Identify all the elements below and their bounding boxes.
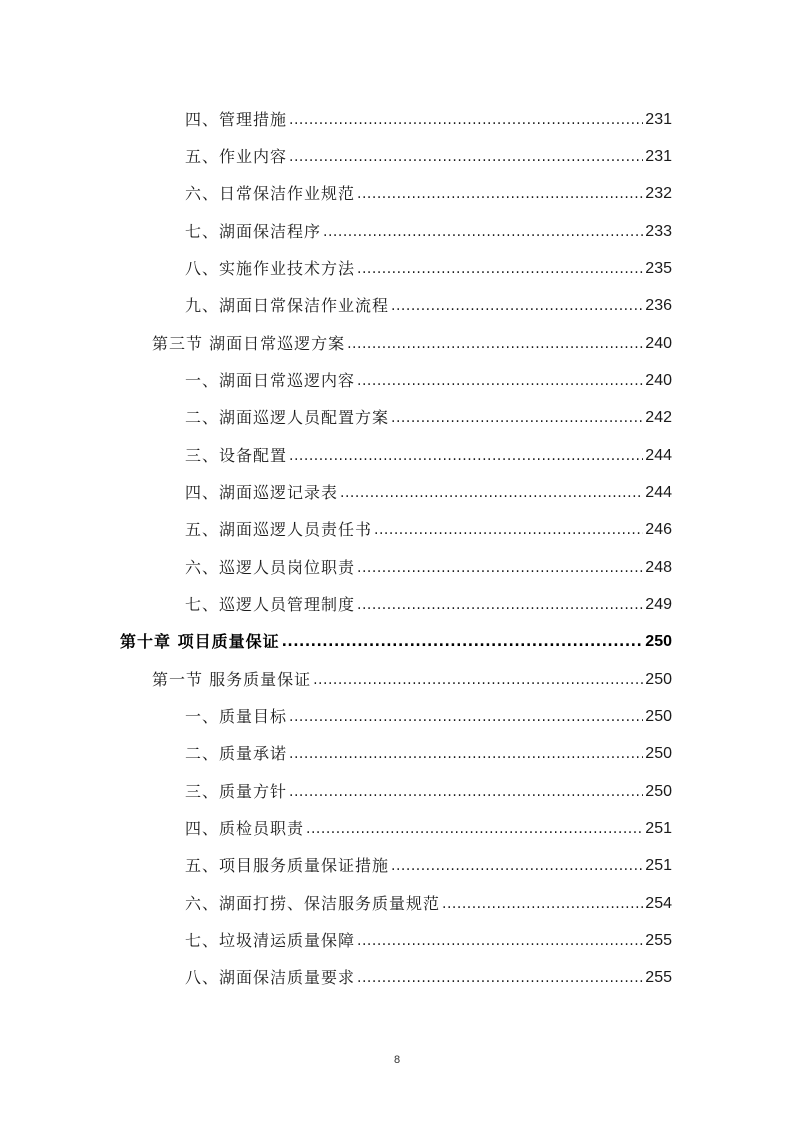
leader-dots xyxy=(289,145,643,169)
toc-entry[interactable] xyxy=(185,220,672,244)
toc-entry-page: 246 xyxy=(645,521,672,538)
toc-entry[interactable] xyxy=(185,406,672,430)
leader-dots xyxy=(289,705,643,729)
toc-entry-page: 235 xyxy=(645,260,672,277)
toc-entry[interactable] xyxy=(185,145,672,169)
toc-entry-page: 231 xyxy=(645,148,672,165)
toc-entry-title: 八、实施作业技术方法 xyxy=(185,259,356,278)
toc-entry-title: 四、管理措施 xyxy=(185,110,288,129)
toc-entry-page: 250 xyxy=(645,745,672,762)
leader-dots xyxy=(357,369,643,393)
toc-entry-page: 240 xyxy=(645,335,672,352)
toc-entry[interactable] xyxy=(185,257,672,281)
toc-entry-title: 七、巡逻人员管理制度 xyxy=(185,595,356,614)
toc-entry-page: 244 xyxy=(645,484,672,501)
toc-entry-title: 第一节 服务质量保证 xyxy=(152,670,312,689)
toc-entry-title: 六、日常保洁作业规范 xyxy=(185,184,356,203)
toc-entry-title: 八、湖面保洁质量要求 xyxy=(185,968,356,987)
leader-dots xyxy=(374,518,643,542)
toc-entry-page: 255 xyxy=(645,932,672,949)
toc-entry[interactable] xyxy=(185,892,672,916)
toc-section-entry[interactable] xyxy=(152,332,672,356)
leader-dots xyxy=(357,966,643,990)
toc-entry-title: 四、湖面巡逻记录表 xyxy=(185,483,339,502)
toc-entry-title: 三、设备配置 xyxy=(185,446,288,465)
toc-entry-title: 五、作业内容 xyxy=(185,147,288,166)
toc-entry-page: 244 xyxy=(645,447,672,464)
toc-entry-page: 251 xyxy=(645,857,672,874)
toc-entry-title: 一、湖面日常巡逻内容 xyxy=(185,371,356,390)
toc-entry-page: 250 xyxy=(645,783,672,800)
leader-dots xyxy=(289,108,643,132)
toc-entry-title: 二、质量承诺 xyxy=(185,744,288,763)
toc-entry-page: 250 xyxy=(645,708,672,725)
toc-entry-page: 242 xyxy=(645,409,672,426)
toc-entry[interactable] xyxy=(185,556,672,580)
toc-entry-title: 四、质检员职责 xyxy=(185,819,305,838)
toc-entry[interactable] xyxy=(185,593,672,617)
toc-entry-title: 六、巡逻人员岗位职责 xyxy=(185,558,356,577)
toc-entry-title: 五、项目服务质量保证措施 xyxy=(185,856,390,875)
leader-dots xyxy=(391,854,643,878)
toc-entry-page: 250 xyxy=(645,671,672,688)
leader-dots xyxy=(323,220,643,244)
toc-entry[interactable] xyxy=(185,182,672,206)
toc-entry-page: 250 xyxy=(645,633,672,650)
toc-entry[interactable] xyxy=(185,705,672,729)
leader-dots xyxy=(357,929,643,953)
toc-entry-page: 255 xyxy=(645,969,672,986)
toc-entry-title: 六、湖面打捞、保洁服务质量规范 xyxy=(185,894,441,913)
leader-dots xyxy=(340,481,643,505)
toc-entry-title: 三、质量方针 xyxy=(185,782,288,801)
toc-entry-page: 251 xyxy=(645,820,672,837)
leader-dots xyxy=(347,332,643,356)
toc-entry[interactable] xyxy=(185,966,672,990)
page-number: 8 xyxy=(393,1054,401,1066)
toc-entry-page: 233 xyxy=(645,223,672,240)
toc-entry-page: 249 xyxy=(645,596,672,613)
toc-entry-page: 248 xyxy=(645,559,672,576)
toc-entry[interactable] xyxy=(185,481,672,505)
leader-dots xyxy=(391,406,643,430)
toc-entry[interactable] xyxy=(185,742,672,766)
toc-entry-title: 第十章 项目质量保证 xyxy=(120,632,280,651)
toc-chapter-entry[interactable] xyxy=(120,630,672,654)
leader-dots xyxy=(357,556,643,580)
leader-dots xyxy=(289,780,643,804)
toc-entry-title: 七、湖面保洁程序 xyxy=(185,222,322,241)
leader-dots xyxy=(357,257,643,281)
leader-dots xyxy=(282,630,644,654)
toc-entry[interactable] xyxy=(185,108,672,132)
toc-entry-page: 236 xyxy=(645,297,672,314)
toc-entry-title: 五、湖面巡逻人员责任书 xyxy=(185,520,373,539)
toc-entry[interactable] xyxy=(185,929,672,953)
toc-entry-title: 九、湖面日常保洁作业流程 xyxy=(185,296,390,315)
toc-entry[interactable] xyxy=(185,817,672,841)
leader-dots xyxy=(357,593,643,617)
toc-entry-title: 二、湖面巡逻人员配置方案 xyxy=(185,408,390,427)
toc-entry-page: 240 xyxy=(645,372,672,389)
leader-dots xyxy=(391,294,643,318)
leader-dots xyxy=(289,444,643,468)
toc-entry-page: 254 xyxy=(645,895,672,912)
toc-entry[interactable] xyxy=(185,854,672,878)
toc-entry[interactable] xyxy=(185,369,672,393)
leader-dots xyxy=(289,742,643,766)
toc-entry-page: 232 xyxy=(645,185,672,202)
toc-entry[interactable] xyxy=(185,444,672,468)
leader-dots xyxy=(442,892,643,916)
toc-entry-title: 七、垃圾清运质量保障 xyxy=(185,931,356,950)
leader-dots xyxy=(357,182,643,206)
toc-entry[interactable] xyxy=(185,294,672,318)
toc-entry-title: 第三节 湖面日常巡逻方案 xyxy=(152,334,346,353)
toc-entry[interactable] xyxy=(185,780,672,804)
toc-entry-page: 231 xyxy=(645,111,672,128)
toc-section-entry[interactable] xyxy=(152,668,672,692)
leader-dots xyxy=(306,817,643,841)
leader-dots xyxy=(313,668,643,692)
toc-entry-title: 一、质量目标 xyxy=(185,707,288,726)
toc-entry[interactable] xyxy=(185,518,672,542)
